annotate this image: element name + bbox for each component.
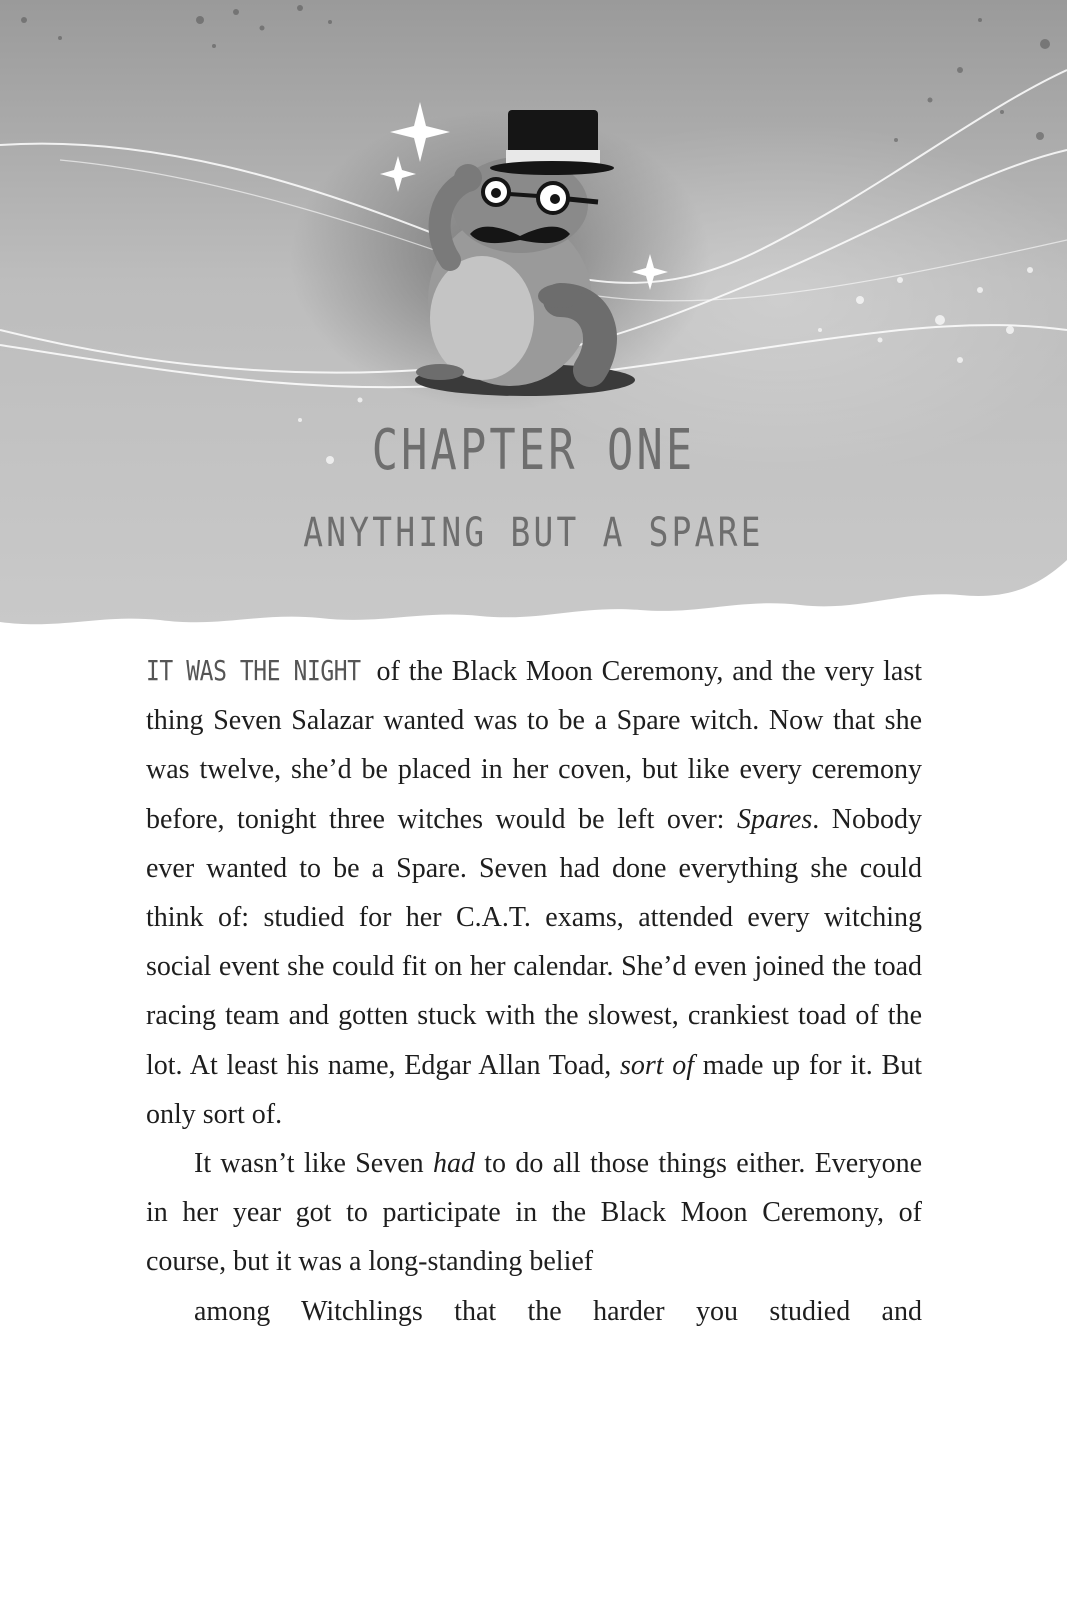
chapter-title: ANYTHING BUT A SPARE xyxy=(303,510,764,556)
paragraph-1 xyxy=(146,646,922,1139)
chapter-header-illustration xyxy=(0,0,1067,660)
lead-in-small-caps: IT WAS THE NIGHT xyxy=(146,654,361,687)
italic-text: Spares xyxy=(737,803,813,835)
chapter-number: CHAPTER ONE xyxy=(371,418,696,483)
text-run: of the Black Moon Ceremony, and the very last thing Seven Salazar wanted was to be a Spare witch. Now that she was twelve, she’d be placed in her coven, but like every ceremony before, tonight three witches would be left over: xyxy=(146,656,922,835)
italic-text: sort of xyxy=(620,1049,695,1081)
text-run: It wasn’t like Seven xyxy=(194,1148,433,1180)
text-run: to do all those things either. Everyone in her year got to participate in the Black Moon Ceremony, of course, but it was a long-standing belief xyxy=(146,1148,922,1278)
text-run: made up for it. But only sort of. xyxy=(146,1049,922,1130)
text-run: . Nobody ever wanted to be a Spare. Seven had done everything she could think of: studied for her C.A.T. exams, attended every witching social event she could fit on her calendar. She’d even joined the toad racing team and gotten stuck with the slowest, crankiest toad of the lot. At least his name, Edgar Allan Toad, xyxy=(146,803,922,1081)
chapter-body xyxy=(146,646,922,1336)
paragraph-2 xyxy=(146,1139,922,1336)
italic-text: had xyxy=(432,1148,475,1180)
text-run-last-line: among Witchlings that the harder you studied and xyxy=(194,1295,922,1327)
